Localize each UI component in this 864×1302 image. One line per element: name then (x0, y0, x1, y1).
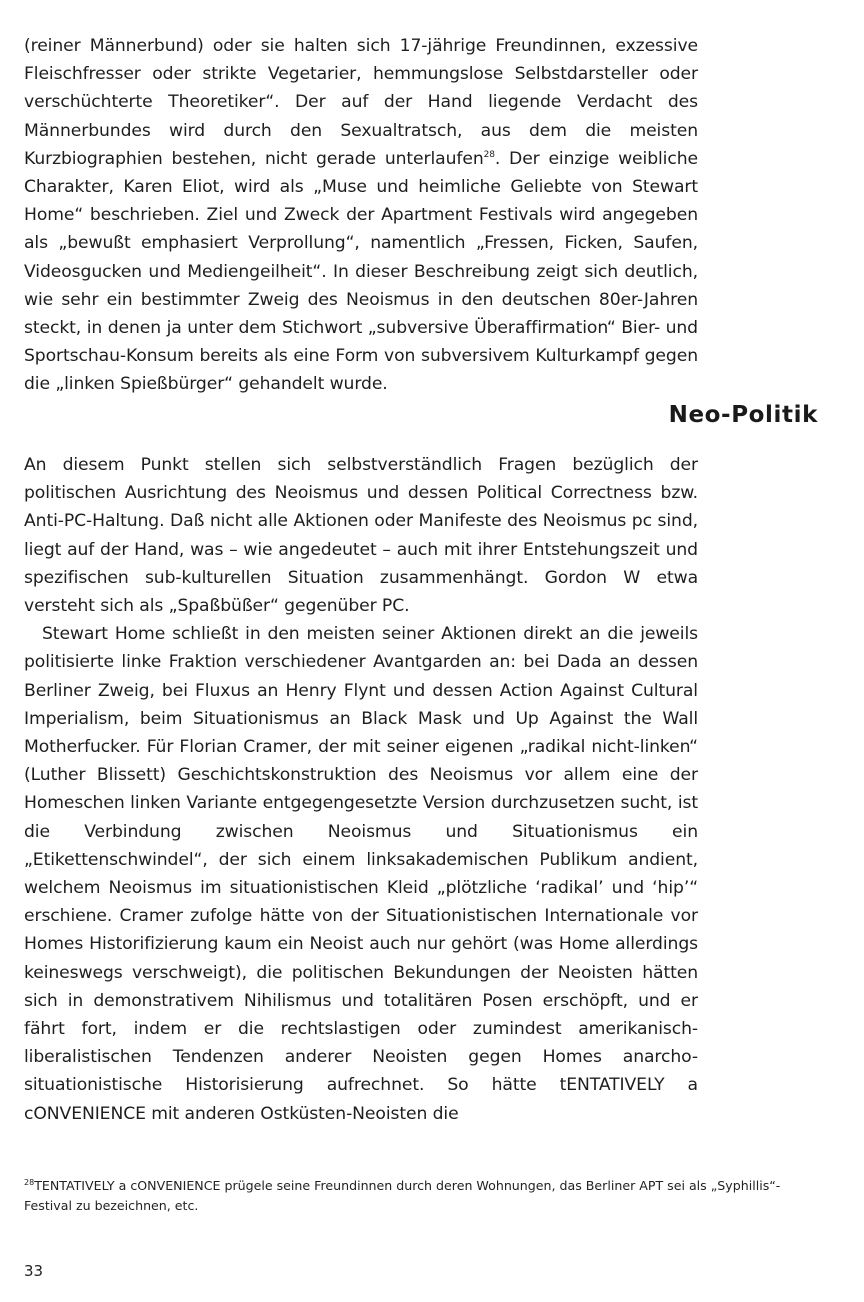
paragraph: Stewart Home schließt in den meisten seiner Aktionen direkt an die jeweils politisierte linke Fraktion verschiedener Avantgarden an: bei Dada an dessen Berliner Zweig, bei Fluxus an Henry Flynt und dessen Action Against Cultural Imperialism, beim Situationismus an Black Mask und Up Against the Wall Motherfucker. Für Florian Cramer, der mit seiner eigenen „radikal nicht-linken“ (Luther Blissett) Geschichtskonstruktion des Neoismus vor allem eine der Homeschen linken Variante entgegengesetzte Version durchzusetzen sucht, ist die Verbindung zwischen Neoismus und Situationismus ein „Etikettenschwindel“, der sich einem linksakademischen Publikum andient, welchem Neoismus im situationistischen Kleid „plötzliche ‘radikal’ und ‘hip’“ erschiene. Cramer zufolge hätte von der Situationistischen Internationale vor Homes Historifizierung kaum ein Neoist auch nur gehört (was Home allerdings keineswegs verschweigt), die politischen Bekundungen der Neoisten hätten sich in demonstrativem Nihilismus und totalitären Posen erschöpft, und er fährt fort, indem er die rechtslastigen oder zumindest amerikanisch-liberalistischen Tendenzen anderer Neoisten gegen Homes anarcho-situationistische Historisierung aufrechnet. So hätte tENTATIVELY a cONVENIENCE mit anderen Ostküsten-Neoisten die (24, 624, 698, 1124)
opening-paragraph-part1: (reiner Männerbund) oder sie halten sich 17-jährige Freundinnen, exzessive Fleischfresser oder strikte Vegetarier, hemmungslose Selbstdarsteller oder verschüchterte Theoretiker“. Der auf der Hand liegende Verdacht des Männerbundes wird durch den Sexualtratsch, aus dem die meisten Kurzbiographien bestehen, nicht gerade unterlaufen (24, 36, 698, 169)
paragraph: An diesem Punkt stellen sich selbstverständlich Fragen bezüglich der politischen Ausrichtung des Neoismus und dessen Political Correctness bzw. Anti-PC-Haltung. Daß nicht alle Aktionen oder Manifeste des Neoismus pc sind, liegt auf der Hand, was – wie angedeutet – auch mit ihrer Entstehungszeit und spezifischen sub-kulturellen Situation zusammenhängt. Gordon W etwa versteht sich als „Spaßbüßer“ gegenüber PC. (24, 455, 698, 617)
opening-paragraph (24, 32, 698, 399)
footnote (24, 1176, 824, 1216)
footnote-number: 28 (24, 1178, 35, 1187)
page-number: 33 (24, 1262, 44, 1280)
footnote-reference: 28 (483, 149, 495, 160)
footnote-text: TENTATIVELY a cONVENIENCE prügele seine Freundinnen durch deren Wohnungen, das Berliner APT sei als „Syphillis“-Festival zu bezeichnen, etc. (24, 1178, 781, 1213)
opening-text-block (24, 32, 698, 399)
section-text-block (24, 451, 698, 1128)
section-heading: Neo-Politik (668, 402, 818, 428)
opening-paragraph-part2: . Der einzige weibliche Charakter, Karen Eliot, wird als „Muse und heimliche Geliebte von Stewart Home“ beschrieben. Ziel und Zweck der Apartment Festivals wird angegeben als „bewußt emphasiert Verprollung“, namentlich „Fressen, Ficken, Saufen, Videosgucken und Mediengeilheit“. In dieser Beschreibung zeigt sich deutlich, wie sehr ein bestimmter Zweig des Neoismus in den deutschen 80er-Jahren steckt, in denen ja unter dem Stichwort „subversive Überaffirmation“ Bier- und Sportschau-Konsum bereits als eine Form von subversivem Kulturkampf gegen die „linken Spießbürger“ gehandelt wurde. (24, 148, 698, 395)
